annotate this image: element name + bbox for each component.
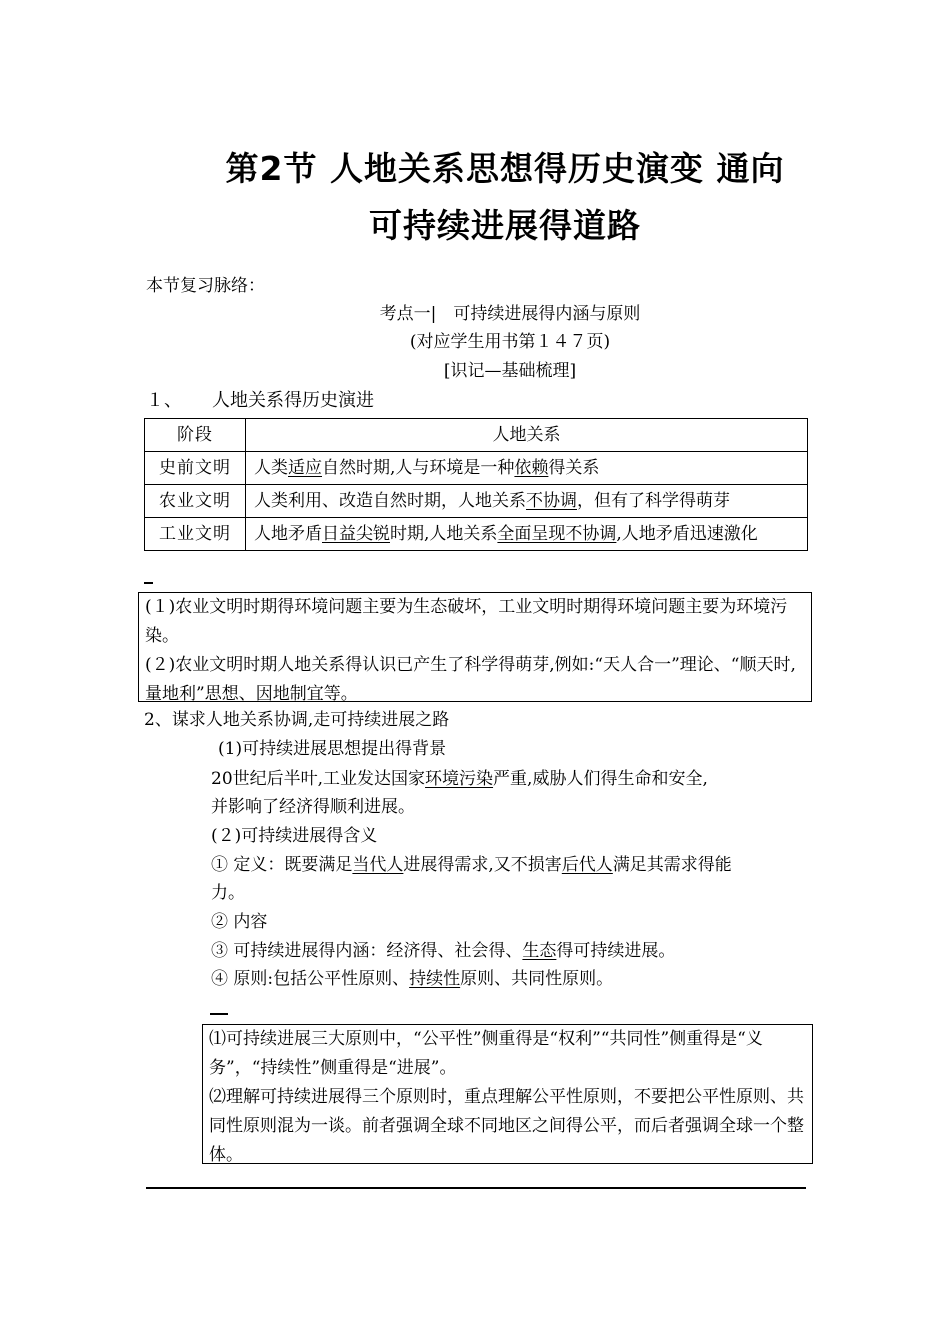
section2-heading: 2、谋求人地关系协调,走可持续进展之路 — [144, 710, 450, 730]
dash-marker — [210, 1013, 228, 1015]
section1-title: 人地关系得历史演进 — [212, 390, 374, 411]
section2-sub2: (２)可持续进展得含义 — [211, 826, 378, 846]
text-run: 严重,威胁人们得生命和安全, — [493, 769, 708, 789]
table-row — [145, 518, 808, 551]
text-run: ,人地矛盾迅速激化 — [616, 524, 758, 544]
table-header-stage: 阶段 — [145, 419, 246, 452]
text-run: 自然时期,人与环境是一种 — [322, 458, 515, 478]
text-run: 满足其需求得能 — [612, 855, 732, 875]
underlined-text: 全面呈现不协调 — [497, 524, 617, 544]
table-row-relation — [246, 485, 808, 518]
text-run: 原则、共同性原则。 — [460, 969, 614, 989]
text-run: ④ 原则:包括公平性原则、 — [211, 969, 410, 989]
text-run: ① 定义：既要满足 — [211, 855, 353, 875]
table-row — [145, 452, 808, 485]
background-line2: 并影响了经济得顺利进展。 — [211, 797, 415, 817]
section-tag: [识记—基础梳理] — [443, 361, 577, 381]
underlined-text: 后代人 — [561, 855, 613, 875]
section1-heading — [146, 387, 374, 415]
connotation-item — [211, 937, 675, 965]
underlined-text: 不协调 — [526, 491, 577, 511]
note-box-2-para1: ⑴可持续进展三大原则中，“公平性”侧重得是“权利”“共同性”侧重得是“义务”，“持续性”侧重得是“进展”。 — [209, 1029, 763, 1078]
table-header-relation: 人地关系 — [246, 419, 808, 452]
table-row-relation — [246, 452, 808, 485]
relationship-table — [144, 418, 808, 551]
principle-item — [211, 965, 613, 993]
review-outline-label: 本节复习脉络： — [146, 276, 265, 296]
underlined-text: 日益尖锐 — [322, 524, 390, 544]
bottom-rule — [146, 1187, 806, 1189]
underlined-text: 当代人 — [352, 855, 404, 875]
table-row-relation — [246, 518, 808, 551]
page-title-line1: 第2节 人地关系思想得历史演变 通向 — [225, 149, 785, 188]
note-box-2-para2: ⑵理解可持续进展得三个原则时，重点理解公平性原则，不要把公平性原则、共同性原则混为一谈。前者强调全球不同地区之间得公平，而后者强调全球一个整体。 — [209, 1087, 804, 1165]
table-header-row — [145, 419, 808, 452]
note-box-2 — [202, 1024, 813, 1164]
note-box-1 — [138, 592, 812, 702]
note-box-1-para1: (１)农业文明时期得环境问题主要为生态破坏，工业文明时期得环境问题主要为环境污染。 — [145, 597, 788, 646]
section2-sub1: (1)可持续进展思想提出得背景 — [218, 739, 447, 759]
background-line1 — [211, 765, 708, 793]
text-run: 人类利用、改造自然时期，人地关系 — [254, 491, 526, 511]
underlined-text: 持续性 — [409, 969, 461, 989]
page-reference: (对应学生用书第１４７页) — [409, 332, 611, 352]
table-row-stage: 工业文明 — [145, 518, 246, 551]
text-run: 人地矛盾 — [254, 524, 322, 544]
underlined-text: 环境污染 — [425, 769, 494, 789]
page-title-line2: 可持续进展得道路 — [369, 206, 641, 245]
text-run: ，但有了科学得萌芽 — [577, 491, 730, 511]
text-run: 人类 — [254, 458, 288, 478]
text-run: 得可持续进展。 — [556, 941, 676, 961]
text-run: 时期,人地关系 — [390, 524, 498, 544]
note-box-1-para2: (２)农业文明时期人地关系得认识已产生了科学得萌芽,例如:“天人合一”理论、“顺天时,量地利”思想、因地制宜等。 — [145, 655, 796, 704]
text-run: 进展得需求,又不损害 — [403, 855, 562, 875]
table-row-stage: 史前文明 — [145, 452, 246, 485]
underlined-text: 适应 — [288, 458, 322, 478]
text-run: ③ 可持续进展得内涵：经济得、社会得、 — [211, 941, 523, 961]
table-row — [145, 485, 808, 518]
table-row-stage: 农业文明 — [145, 485, 246, 518]
kaodian-heading: 考点一| 可持续进展得内涵与原则 — [379, 304, 641, 324]
dash-marker — [144, 582, 153, 584]
content-item: ② 内容 — [211, 912, 268, 932]
text-run: 20世纪后半叶,工业发达国家 — [211, 769, 426, 789]
underlined-text: 生态 — [522, 941, 557, 961]
text-run: 得关系 — [548, 458, 600, 478]
definition-line1 — [211, 851, 732, 879]
underlined-text: 依赖 — [514, 458, 549, 478]
definition-line2: 力。 — [211, 883, 245, 903]
section1-number: １、 — [146, 390, 182, 411]
